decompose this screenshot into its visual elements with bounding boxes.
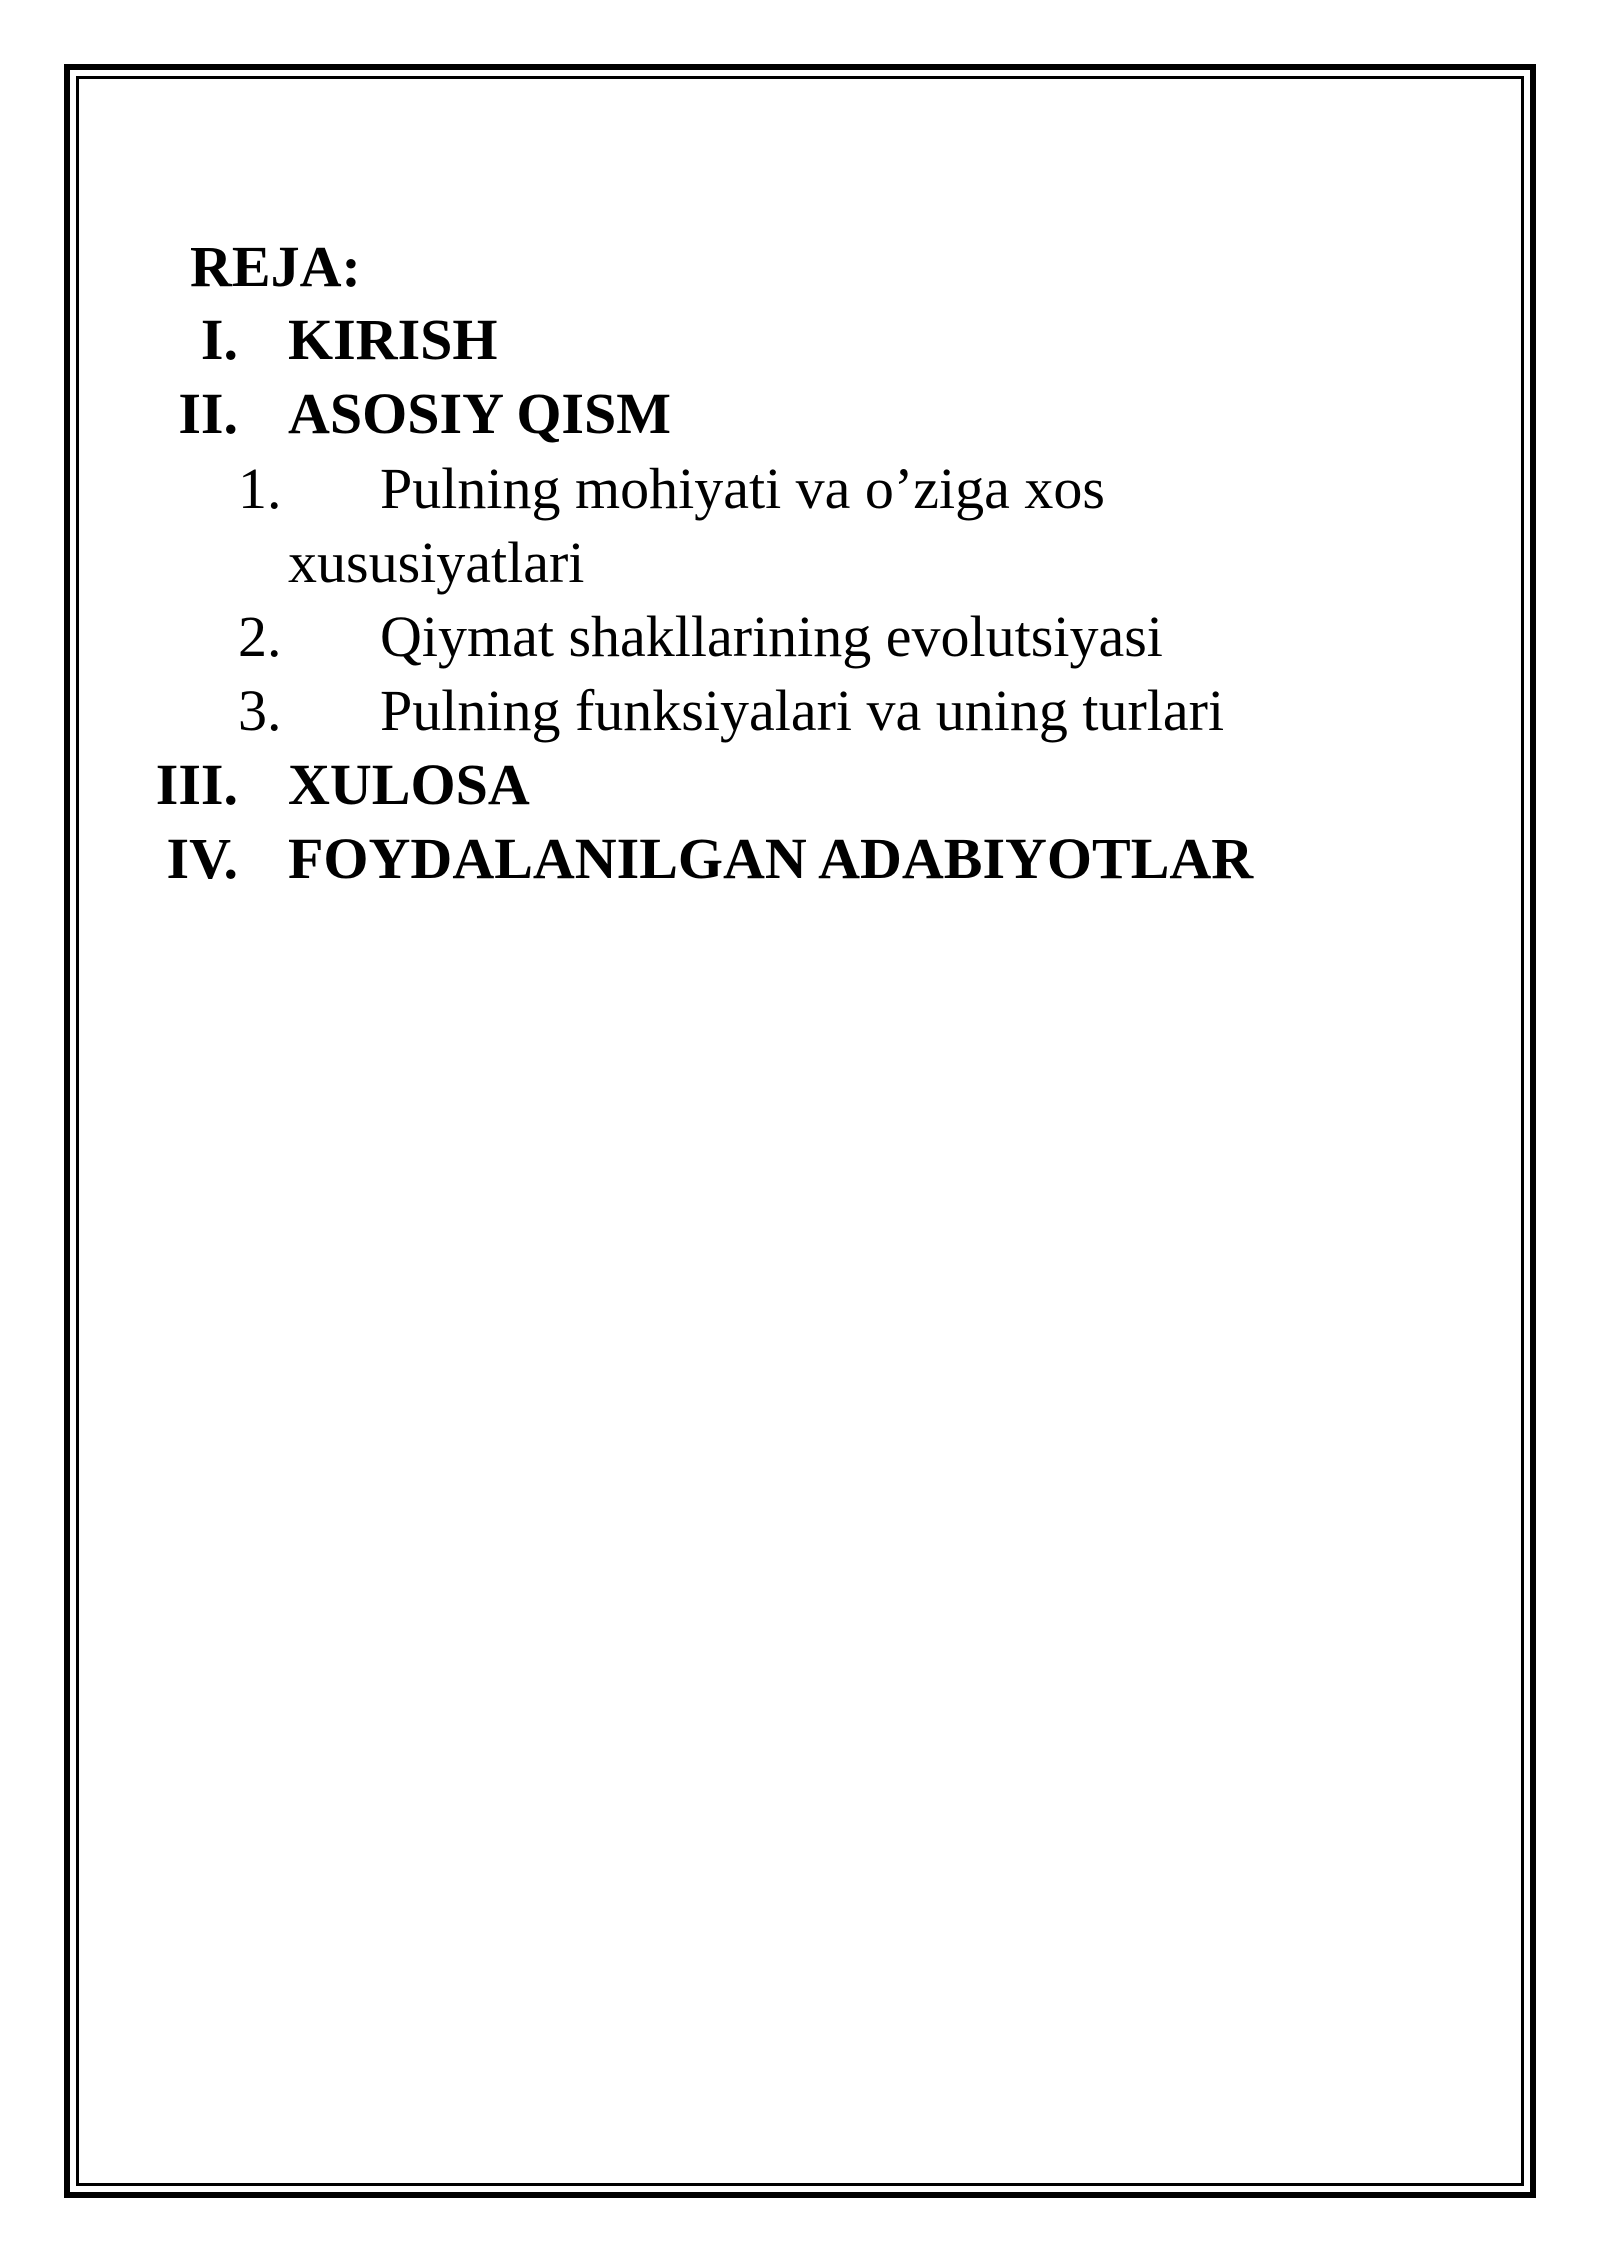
section-item-1 [0, 303, 1600, 377]
section-title: KIRISH [288, 307, 498, 372]
section-title: XULOSA [288, 752, 530, 817]
subsection-item-3 [0, 674, 1600, 748]
section-title: ASOSIY QISM [288, 381, 672, 446]
subsection-title: Pulning mohiyati va o’ziga xos [380, 456, 1105, 521]
section-numeral: II. [178, 381, 238, 446]
subsection-title: Pulning funksiyalari va uning turlari [380, 678, 1225, 743]
section-item-2 [0, 377, 1600, 451]
plan-heading: REJA: [190, 234, 361, 299]
subsection-number: 1. [238, 456, 282, 521]
section-item-4 [0, 822, 1600, 896]
section-title: FOYDALANILGAN ADABIYOTLAR [288, 826, 1254, 891]
subsection-title: Qiymat shakllarining evolutsiyasi [380, 604, 1163, 669]
section-numeral: III. [155, 752, 238, 817]
section-numeral: IV. [166, 826, 238, 891]
section-item-3 [0, 748, 1600, 822]
subsection-title-continuation: xususiyatlari [288, 530, 585, 595]
section-numeral: I. [200, 307, 238, 372]
subsection-item-1 [0, 452, 1600, 526]
subsection-item-2 [0, 600, 1600, 674]
subsection-number: 3. [238, 678, 282, 743]
subsection-number: 2. [238, 604, 282, 669]
